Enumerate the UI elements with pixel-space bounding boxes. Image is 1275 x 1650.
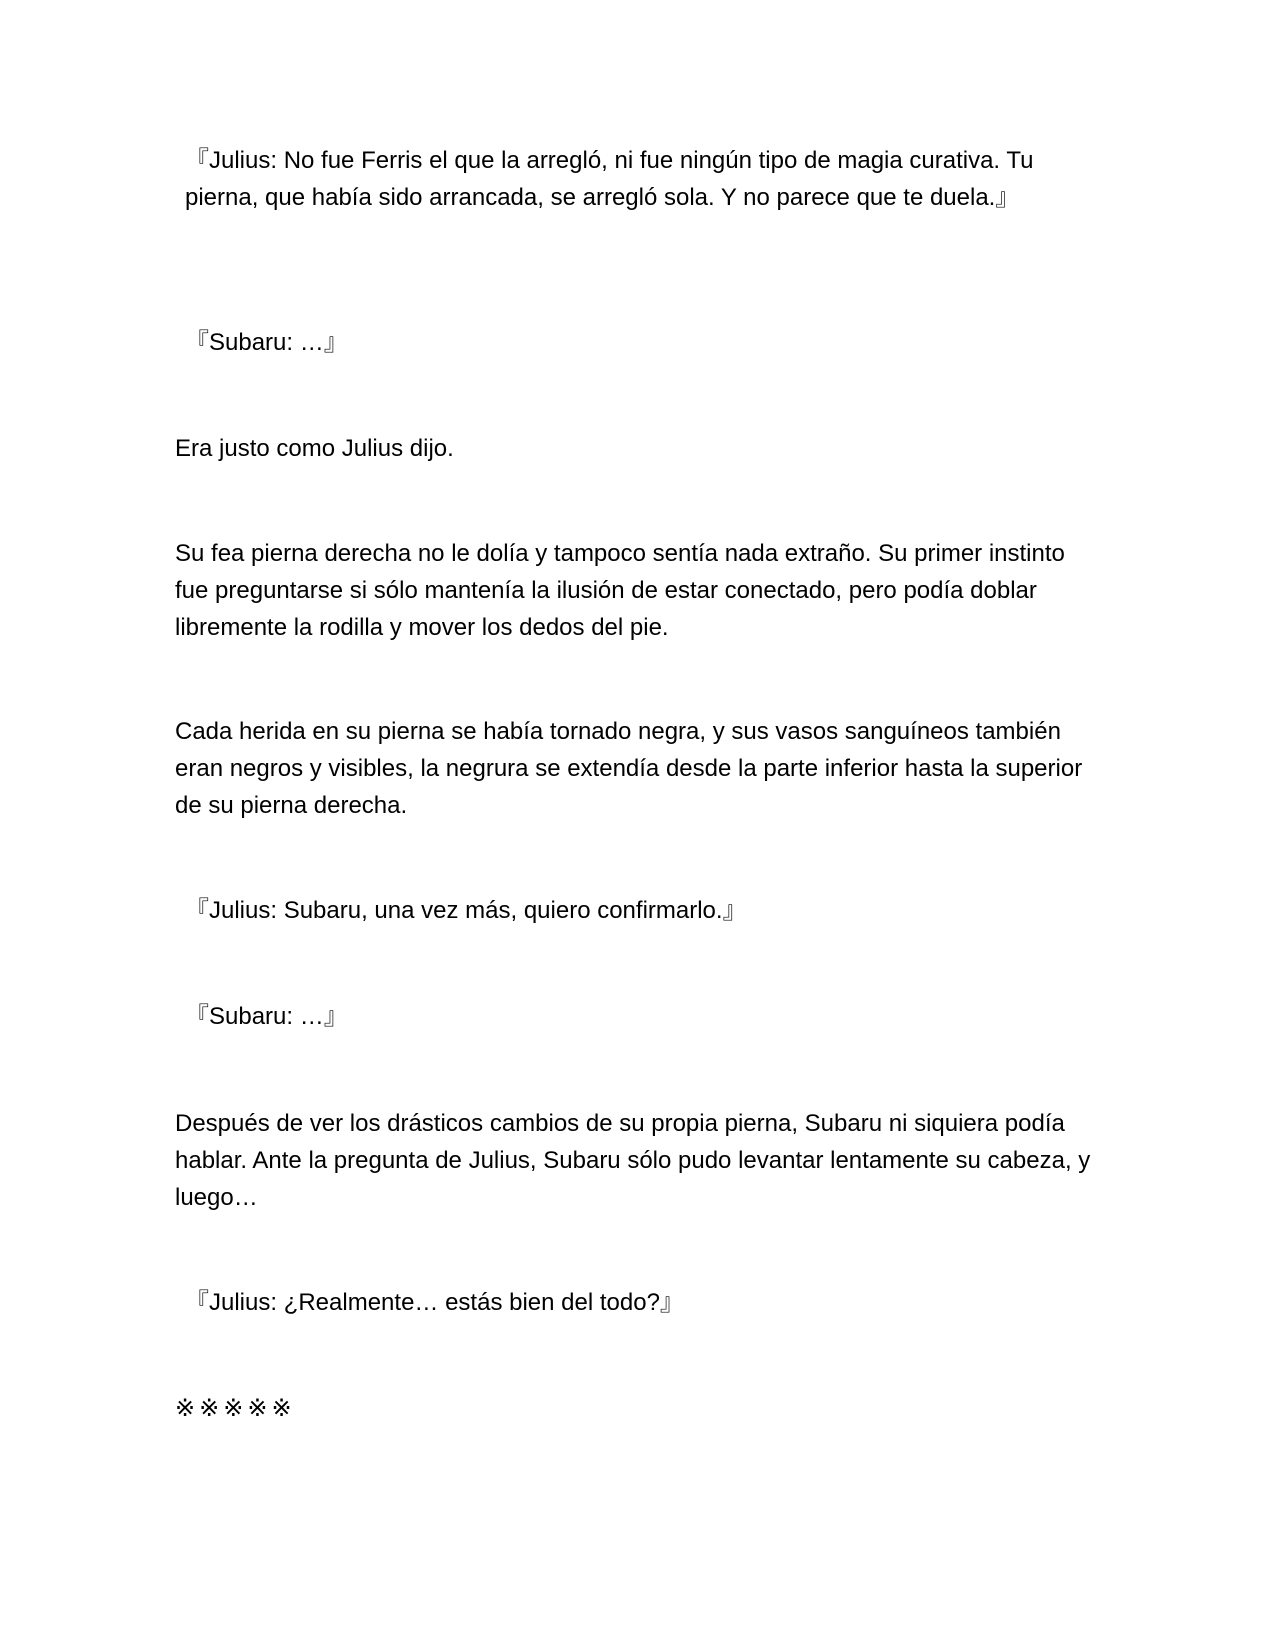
narration-paragraph: Era justo como Julius dijo. bbox=[175, 435, 454, 462]
dialogue-subaru-silence: 『Subaru: …』 bbox=[185, 1003, 348, 1030]
narration-paragraph: Después de ver los drásticos cambios de su propia pierna, Subaru ni siquiera podía hablar. Ante la pregunta de Julius, Subaru sólo pudo levantar lentamente su cabeza, y luego… bbox=[175, 1110, 1091, 1211]
dialogue-julius-leg-fixed: 『Julius: No fue Ferris el que la arregló, ni fue ningún tipo de magia curativa. Tu pierna, que había sido arrancada, se arregló sola. Y no parece que te duela.』 bbox=[185, 147, 1034, 211]
dialogue-subaru-silence: 『Subaru: …』 bbox=[185, 329, 348, 356]
narration-paragraph: Cada herida en su pierna se había tornado negra, y sus vasos sanguíneos también eran negros y visibles, la negrura se extendía desde la parte inferior hasta la superior de su pierna derecha. bbox=[175, 718, 1083, 819]
scene-separator: ※※※※※ bbox=[175, 1395, 296, 1422]
dialogue-julius-question: 『Julius: ¿Realmente… estás bien del todo?』 bbox=[185, 1289, 684, 1316]
narration-paragraph: Su fea pierna derecha no le dolía y tampoco sentía nada extraño. Su primer instinto fue preguntarse si sólo mantenía la ilusión de estar conectado, pero podía doblar libremente la rodilla y mover los dedos del pie. bbox=[175, 540, 1065, 641]
dialogue-julius-confirm: 『Julius: Subaru, una vez más, quiero confirmarlo.』 bbox=[185, 897, 747, 924]
